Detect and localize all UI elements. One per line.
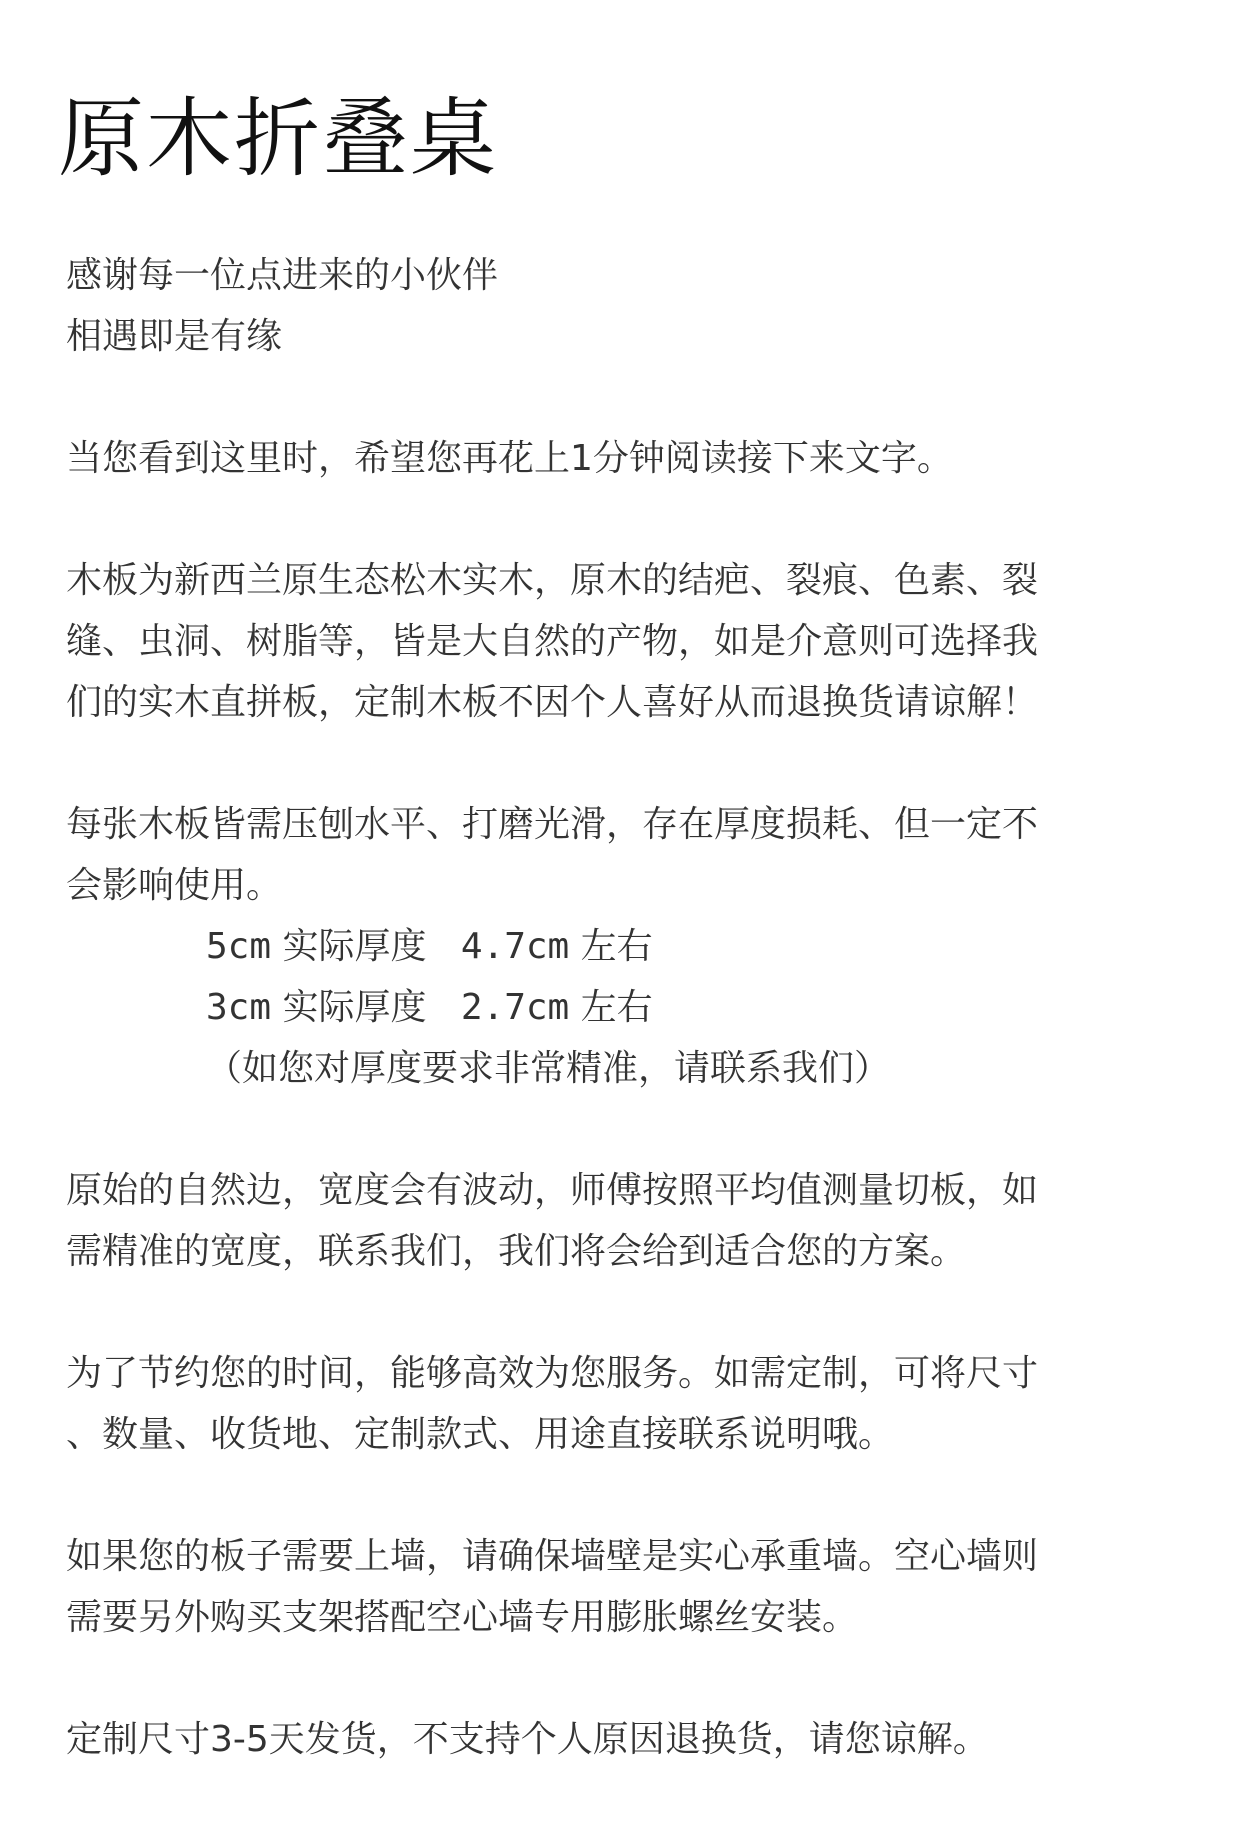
- thickness-row: [66, 916, 1186, 977]
- thickness-row: [66, 977, 1186, 1038]
- thickness-note: （如您对厚度要求非常精准，请联系我们）: [206, 1048, 891, 1089]
- paragraph-gap: [66, 1099, 1186, 1160]
- intro-line: 相遇即是有缘: [66, 316, 283, 357]
- description-body: [66, 245, 1186, 1770]
- actual-thickness-value: 2.7cm: [460, 987, 570, 1028]
- reading-prompt: 当您看到这里时，希望您再花上1分钟阅读接下来文字。: [66, 438, 953, 479]
- paragraph-gap: [66, 1282, 1186, 1343]
- natural-edge-line: 需精准的宽度，联系我们，我们将会给到适合您的方案。: [66, 1231, 967, 1272]
- approximate-label: 左右: [580, 926, 653, 967]
- intro-line: 感谢每一位点进来的小伙伴: [66, 255, 499, 296]
- planing-note-line: 每张木板皆需压刨水平、打磨光滑，存在厚度损耗、但一定不: [66, 804, 1039, 845]
- wall-mount-line: 需要另外购买支架搭配空心墙专用膨胀螺丝安装。: [66, 1597, 859, 1638]
- paragraph-gap: [66, 1648, 1186, 1709]
- page-title: 原木折叠桌: [58, 89, 498, 189]
- wood-description-line: 们的实木直拼板，定制木板不因个人喜好从而退换货请谅解！: [66, 682, 1039, 723]
- nominal-thickness: 3cm: [206, 987, 272, 1028]
- paragraph-gap: [66, 367, 1186, 428]
- customization-line: 、数量、收货地、定制款式、用途直接联系说明哦。: [66, 1414, 895, 1455]
- natural-edge-line: 原始的自然边，宽度会有波动，师傅按照平均值测量切板，如: [66, 1170, 1039, 1211]
- wall-mount-line: 如果您的板子需要上墙，请确保墙壁是实心承重墙。空心墙则: [66, 1536, 1039, 1577]
- actual-thickness-value: 4.7cm: [460, 926, 570, 967]
- paragraph-gap: [66, 733, 1186, 794]
- wood-description-line: 缝、虫洞、树脂等，皆是大自然的产物，如是介意则可选择我: [66, 621, 1039, 662]
- wood-description-line: 木板为新西兰原生态松木实木，原木的结疤、裂痕、色素、裂: [66, 560, 1039, 601]
- customization-line: 为了节约您的时间，能够高效为您服务。如需定制，可将尺寸: [66, 1353, 1039, 1394]
- actual-thickness-label: 实际厚度: [282, 987, 427, 1028]
- shipping-policy: 定制尺寸3-5天发货，不支持个人原因退换货，请您谅解。: [66, 1719, 989, 1760]
- paragraph-gap: [66, 489, 1186, 550]
- planing-note-line: 会影响使用。: [66, 865, 283, 906]
- approximate-label: 左右: [580, 987, 653, 1028]
- paragraph-gap: [66, 1465, 1186, 1526]
- actual-thickness-label: 实际厚度: [282, 926, 427, 967]
- nominal-thickness: 5cm: [206, 926, 272, 967]
